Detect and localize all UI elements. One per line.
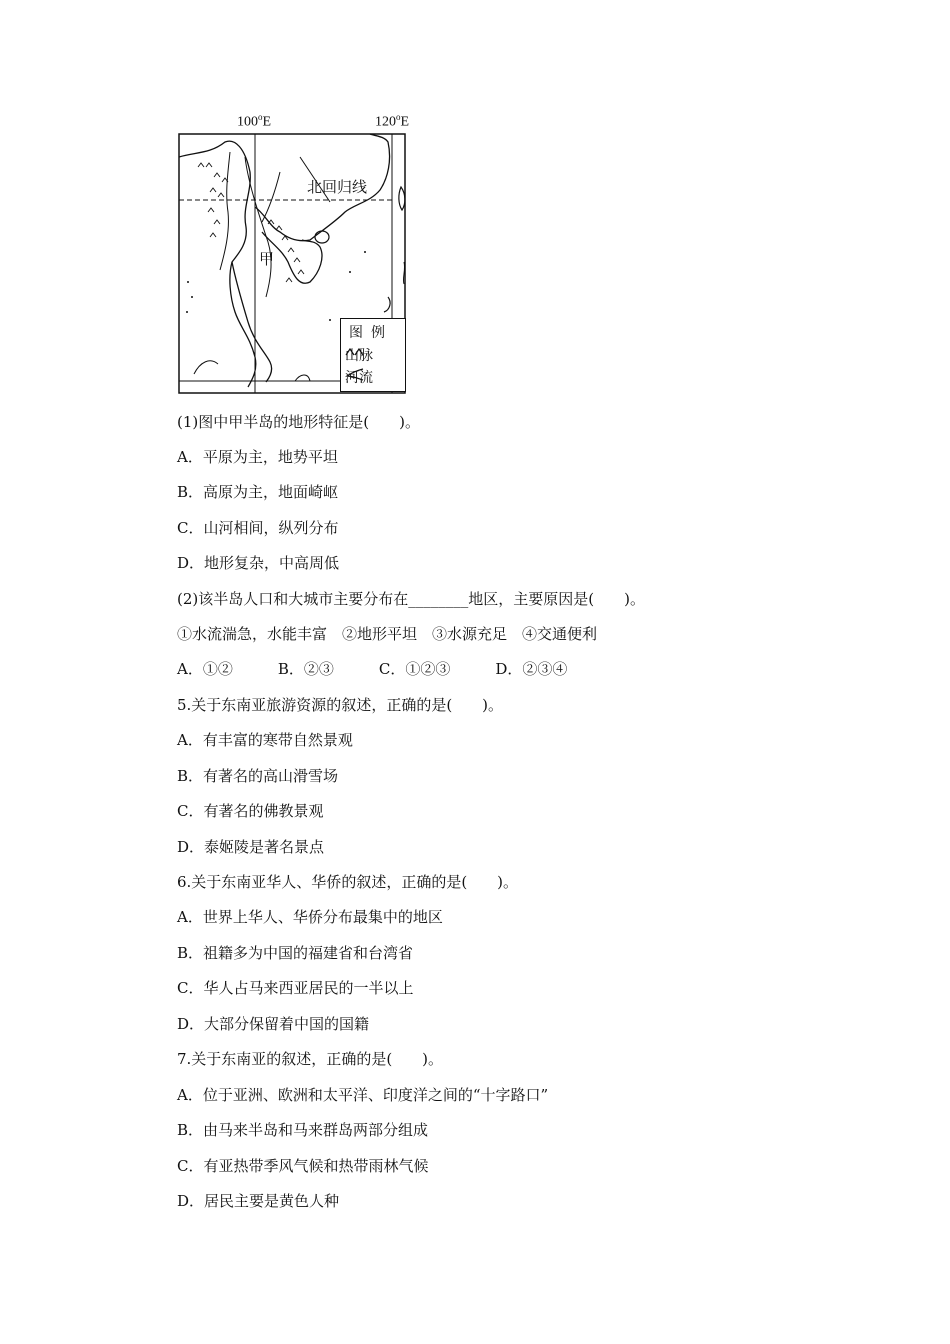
coastline-malay bbox=[232, 262, 272, 382]
map-legend bbox=[340, 318, 406, 392]
q4-1-option-d: D．地形复杂，中高周低 bbox=[177, 554, 340, 572]
q7-option-d: D．居民主要是黄色人种 bbox=[177, 1192, 340, 1210]
q4-1-option-b: B．高原为主，地面崎岖 bbox=[177, 483, 339, 501]
question-7: 7.关于东南亚的叙述，正确的是( )。 bbox=[177, 1050, 444, 1068]
tropic-of-cancer-label: 北回归线 bbox=[307, 178, 368, 196]
q5-option-c: C．有著名的佛教景观 bbox=[177, 802, 324, 820]
hainan-island bbox=[315, 231, 329, 243]
river-1 bbox=[220, 152, 230, 270]
river-3 bbox=[262, 172, 280, 222]
legend-mountain bbox=[345, 345, 373, 365]
question-6: 6.关于东南亚华人、华侨的叙述，正确的是( )。 bbox=[177, 873, 519, 891]
river-2 bbox=[245, 157, 271, 297]
legend-river-label: 河流 bbox=[345, 370, 373, 386]
question-5: 5.关于东南亚旅游资源的叙述，正确的是( )。 bbox=[177, 696, 504, 714]
q6-option-c: C．华人占马来西亚居民的一半以上 bbox=[177, 979, 414, 997]
q7-option-b: B．由马来半岛和马来群岛两部分组成 bbox=[177, 1121, 429, 1139]
legend-river bbox=[345, 367, 373, 387]
q6-option-a: A．世界上华人、华侨分布最集中的地区 bbox=[177, 908, 443, 926]
q4-2-statements: ①水流湍急，水能丰富 ②地形平坦 ③水源充足 ④交通便利 bbox=[177, 625, 598, 643]
q4-1-option-a: A．平原为主，地势平坦 bbox=[177, 448, 338, 466]
southeast-asia-map bbox=[170, 112, 420, 396]
q5-option-a: A．有丰富的寒带自然景观 bbox=[177, 731, 353, 749]
taiwan-island bbox=[399, 187, 405, 210]
mountain-icon bbox=[345, 345, 365, 359]
legend-title: 图例 bbox=[349, 325, 393, 341]
peninsula-jia-label: 甲 bbox=[259, 250, 275, 268]
question-4-1: (1)图中甲半岛的地形特征是( )。 bbox=[177, 413, 420, 431]
q4-2-options: A．①② B．②③ C．①②③ D．②③④ bbox=[177, 660, 568, 678]
river-icon bbox=[345, 367, 365, 381]
mountain-symbols bbox=[198, 163, 304, 282]
q5-option-b: B．有著名的高山滑雪场 bbox=[177, 767, 339, 785]
question-4-2: (2)该半岛人口和大城市主要分布在________地区，主要原因是( )。 bbox=[177, 590, 645, 608]
longitude-120e-label: 120$^o$E bbox=[375, 112, 410, 130]
longitude-100e-label: 100$^o$E bbox=[237, 112, 272, 130]
q7-option-a: A．位于亚洲、欧洲和太平洋、印度洋之间的“十字路口” bbox=[177, 1086, 549, 1104]
legend-mountain-label: 山脉 bbox=[345, 348, 373, 364]
q7-option-c: C．有亚热带季风气候和热带雨林气候 bbox=[177, 1157, 429, 1175]
q6-option-d: D．大部分保留着中国的国籍 bbox=[177, 1015, 370, 1033]
q6-option-b: B．祖籍多为中国的福建省和台湾省 bbox=[177, 944, 414, 962]
q4-1-option-c: C．山河相间，纵列分布 bbox=[177, 519, 339, 537]
q5-option-d: D．泰姬陵是著名景点 bbox=[177, 838, 325, 856]
coastline-west bbox=[179, 141, 256, 387]
